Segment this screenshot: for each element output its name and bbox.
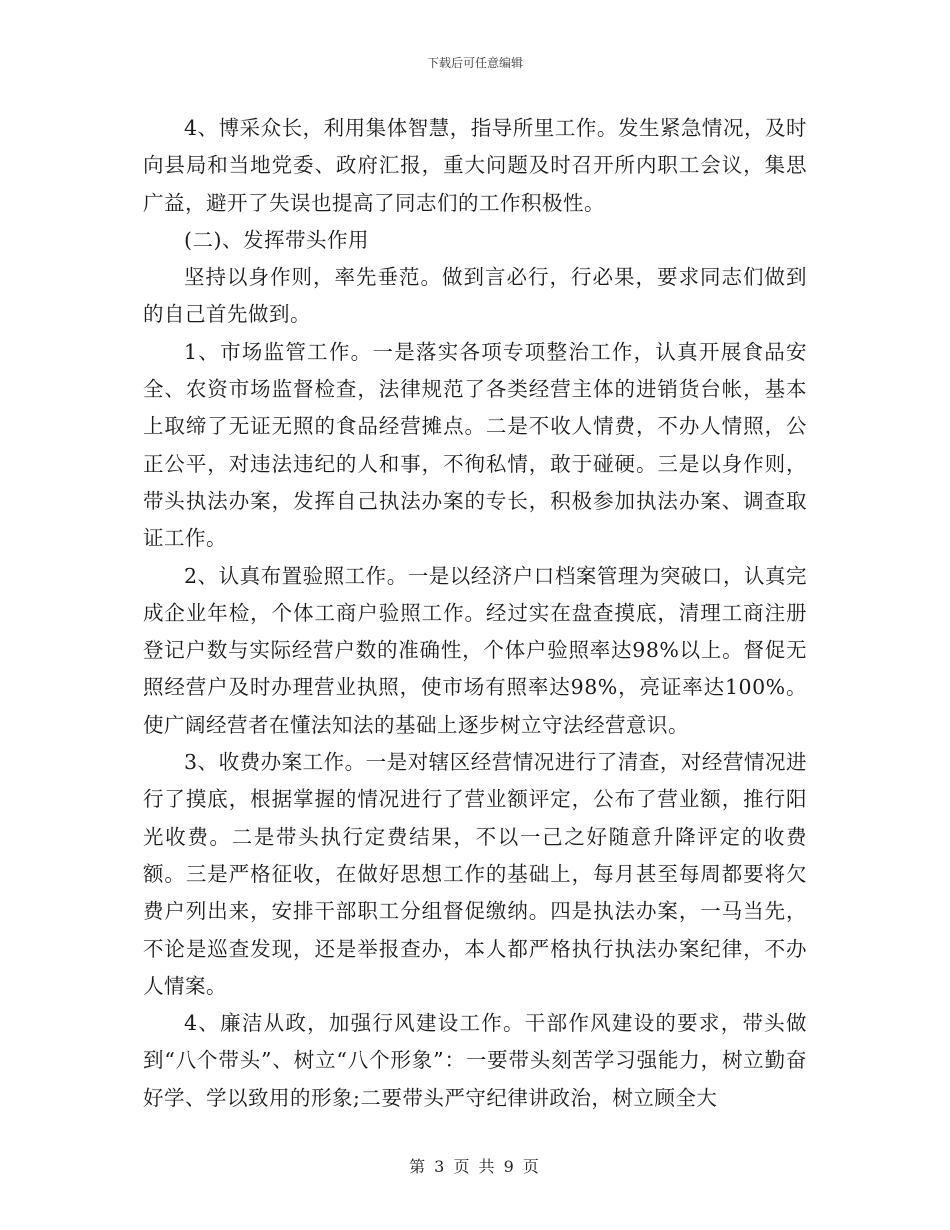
page-header: 下载后可任意编辑 [426,56,523,70]
paragraph-3: 1、市场监管工作。一是落实各项专项整治工作，认真开展食品安全、农资市场监督检查，法律规范了各类经营主体的进销货台帐，基本上取缔了无证无照的食品经营摊点。二是不收人情费，不办人情照，公正公平，对违法违纪的人和事，不徇私情，敢于碰硬。三是以身作则，带头执法办案，发挥自己执法办案的专长，积极参加执法办案、调查取证工作。 [143,339,807,551]
section-heading: (二)、发挥带头作用 [184,227,369,252]
paragraph-2: 坚持以身作则，率先垂范。做到言必行，行必果，要求同志们做到的自己首先做到。 [143,265,807,327]
paragraph-1: 4、博采众长，利用集体智慧，指导所里工作。发生紧急情况，及时向县局和当地党委、政府汇报，重大问题及时召开所内职工会议，集思广益，避开了失误也提高了同志们的工作积极性。 [143,116,807,215]
paragraph-4: 2、认真布置验照工作。一是以经济户口档案管理为突破口，认真完成企业年检，个体工商户验照工作。经过实在盘查摸底，清理工商注册登记户数与实际经营户数的准确性，个体户验照率达98%以上。督促无照经营户及时办理营业执照，使市场有照率达98%，亮证率达100%。使广阔经营者在懂法知法的基础上逐步树立守法经营意识。 [143,563,807,737]
paragraph-6: 4、廉洁从政，加强行风建设工作。干部作风建设的要求，带头做到“八个带头”、树立“八个形象”：一要带头刻苦学习强能力，树立勤奋好学、学以致用的形象;二要带头严守纪律讲政治，树立顾全大 [143,1011,807,1110]
document-body [143,110,807,1117]
page-number-footer: 第 3 页 共 9 页 [409,1157,541,1176]
paragraph-5: 3、收费办案工作。一是对辖区经营情况进行了清查，对经营情况进行了摸底，根据掌握的情况进行了营业额评定，公布了营业额，推行阳光收费。二是带头执行定费结果，不以一己之好随意升降评定的收费额。三是严格征收，在做好思想工作的基础上，每月甚至每周都要将欠费户列出来，安排干部职工分组督促缴纳。四是执法办案，一马当先，不论是巡查发现，还是举报查办，本人都严格执行执法办案纪律，不办人情案。 [143,750,807,998]
